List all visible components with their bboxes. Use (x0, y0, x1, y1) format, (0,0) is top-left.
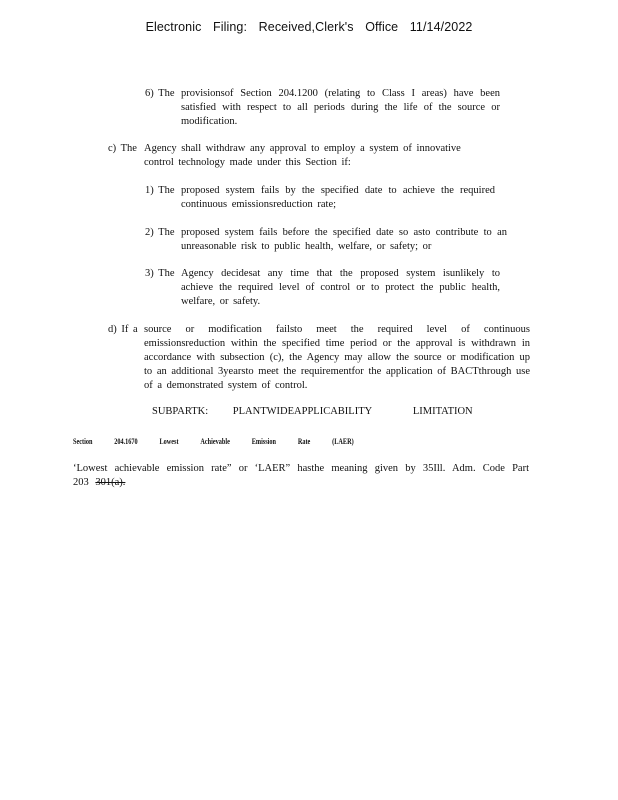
section-word: Section (73, 437, 93, 446)
definition-text: ‘Lowest achievable emission rate” or ‘LAER” hasthe meaning given by 35Ill. Adm. Code Part 203 (73, 463, 529, 488)
section-heading (73, 437, 374, 446)
section-title-word: Rate (297, 437, 311, 446)
list-item-d (108, 323, 530, 393)
list-item-label: d) If a (108, 324, 138, 335)
section-number: 204.1670 (114, 437, 138, 446)
subpart-label: SUBPARTK: (152, 406, 209, 417)
list-item-text: proposed system fails before the specified date so asto contribute to an unreasonable risk to public health, welfare, or safety; or (181, 227, 507, 252)
section-title-word: Emission (251, 437, 276, 446)
list-item-text: proposed system fails by the specified date to achieve the required continuous emissionsreduction rate; (181, 185, 495, 210)
struck-citation: 301(a). (95, 477, 126, 488)
list-item-b6 (145, 87, 500, 129)
list-item-label: c) The (108, 143, 137, 154)
list-item-label: 2) The (145, 227, 175, 238)
list-item-text: Agency decidesat any time that the proposed system isunlikely to achieve the required level of control or to protect the public health, welfare, or safety. (181, 268, 500, 307)
list-item-text: Agency shall withdraw any approval to employ a system of innovative control technology made under this Section if: (144, 143, 461, 168)
list-item-text: provisionsof Section 204.1200 (relating to Class I areas) have been satisfied with respect to all periods during the life of the source or modification. (181, 88, 500, 127)
list-item-label: 6) The (145, 88, 175, 99)
definition-paragraph (73, 462, 529, 490)
list-item-label: 3) The (145, 268, 175, 279)
subpart-title: PLANTWIDEAPPLICABILITY (232, 406, 373, 417)
list-item-c1 (145, 184, 495, 212)
subpart-heading (152, 406, 473, 417)
section-title-word: (LAER) (332, 437, 354, 446)
filing-stamp-header: Electronic Filing: Received,Clerk's Office 11/14/2022 (145, 20, 473, 34)
section-title-word: Achievable (200, 437, 230, 446)
list-item-text: source or modification failsto meet the required level of continuous emissionsreduction within the specified time period or the approval is withdrawn in accordance with subsection (c), the Agency may allow the source or modification up to an additional 3yearsto meet the requirementfor the application of BACTthrough use of a demonstrated system of control. (144, 324, 530, 391)
section-title-word: Lowest (159, 437, 179, 446)
list-item-c (108, 142, 480, 170)
subpart-title-tail: LIMITATION (412, 406, 473, 417)
list-item-label: 1) The (145, 185, 175, 196)
list-item-c2 (145, 226, 507, 254)
list-item-c3 (145, 267, 500, 309)
